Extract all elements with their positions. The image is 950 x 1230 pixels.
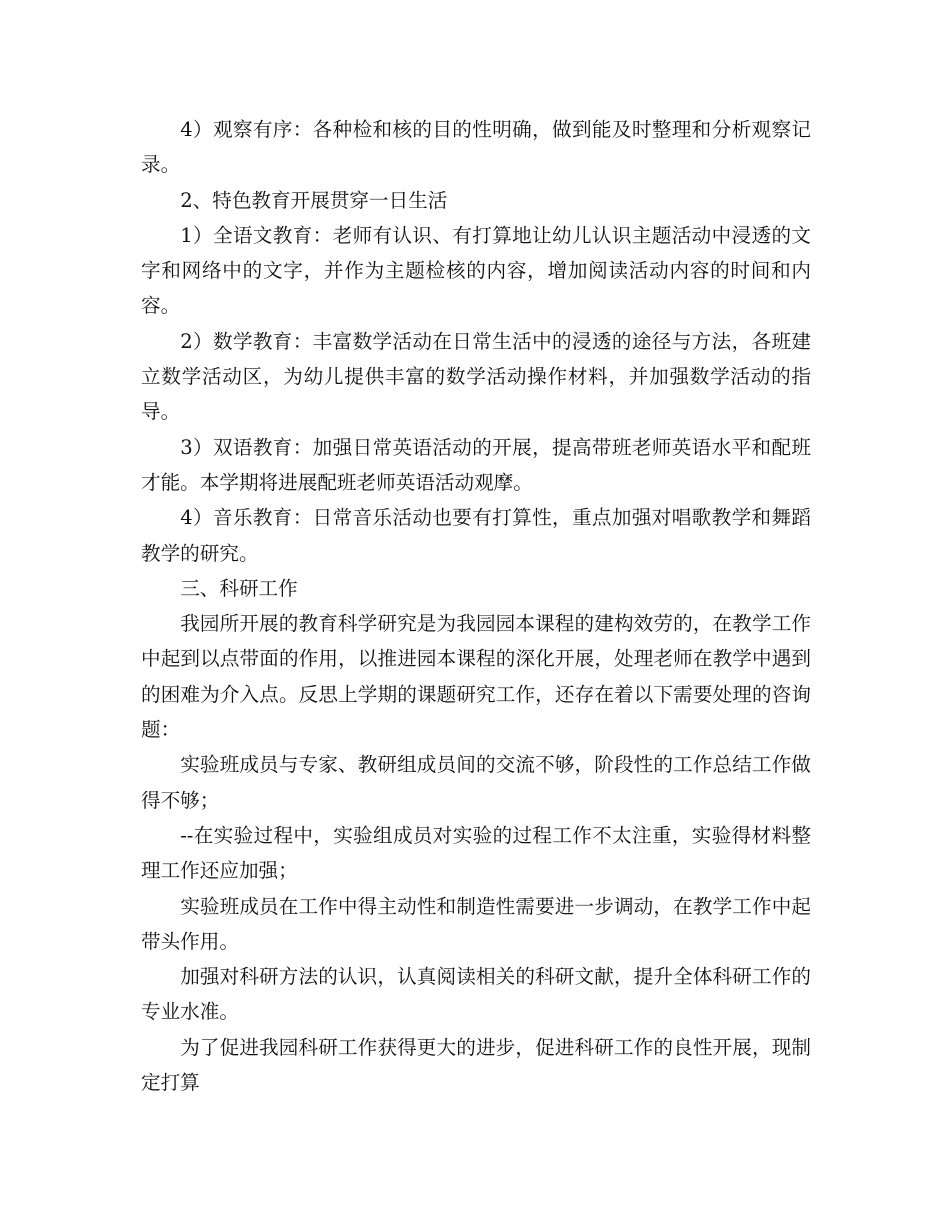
paragraph-issue-communication: 实验班成员与专家、教研组成员间的交流不够，阶段性的工作总结工作做得不够； bbox=[141, 753, 811, 812]
paragraph-observation: 4）观察有序：各种检和核的目的性明确，做到能及时整理和分析观察记录。 bbox=[141, 118, 811, 177]
heading-research-work: 三、科研工作 bbox=[180, 576, 298, 600]
paragraph-language-education: 1）全语文教育：老师有认识、有打算地让幼儿认识主题活动中浸透的文字和网络中的文字，并作为主题检核的内容，增加阅读活动内容的时间和内容。 bbox=[141, 223, 811, 318]
paragraph-research-methods: 加强对科研方法的认识，认真阅读相关的科研文献，提升全体科研工作的专业水准。 bbox=[141, 965, 811, 1024]
heading-special-education: 2、特色教育开展贯穿一日生活 bbox=[180, 188, 448, 212]
paragraph-research-intro: 我园所开展的教育科学研究是为我园园本课程的建构效劳的，在教学工作中起到以点带面的作用，以推进园本课程的深化开展，处理老师在教学中遇到的困难为介入点。反思上学期的课题研究工作，还存在着以下需要处理的咨询题： bbox=[141, 612, 811, 742]
paragraph-music-education: 4）音乐教育：日常音乐活动也要有打算性，重点加强对唱歌教学和舞蹈教学的研究。 bbox=[141, 506, 811, 565]
paragraph-issue-initiative: 实验班成员在工作中得主动性和制造性需要进一步调动，在教学工作中起带头作用。 bbox=[141, 894, 811, 953]
paragraph-bilingual-education: 3）双语教育：加强日常英语活动的开展，提高带班老师英语水平和配班才能。本学期将进展配班老师英语活动观摩。 bbox=[141, 435, 811, 494]
document-body bbox=[141, 112, 811, 1100]
paragraph-plan-closing: 为了促进我园科研工作获得更大的进步，促进科研工作的良性开展，现制定打算 bbox=[141, 1035, 811, 1095]
paragraph-issue-process: --在实验过程中，实验组成员对实验的过程工作不太注重，实验得材料整理工作还应加强； bbox=[141, 823, 811, 883]
paragraph-math-education: 2）数学教育：丰富数学活动在日常生活中的浸透的途径与方法，各班建立数学活动区，为幼儿提供丰富的数学活动操作材料，并加强数学活动的指导。 bbox=[141, 329, 811, 424]
